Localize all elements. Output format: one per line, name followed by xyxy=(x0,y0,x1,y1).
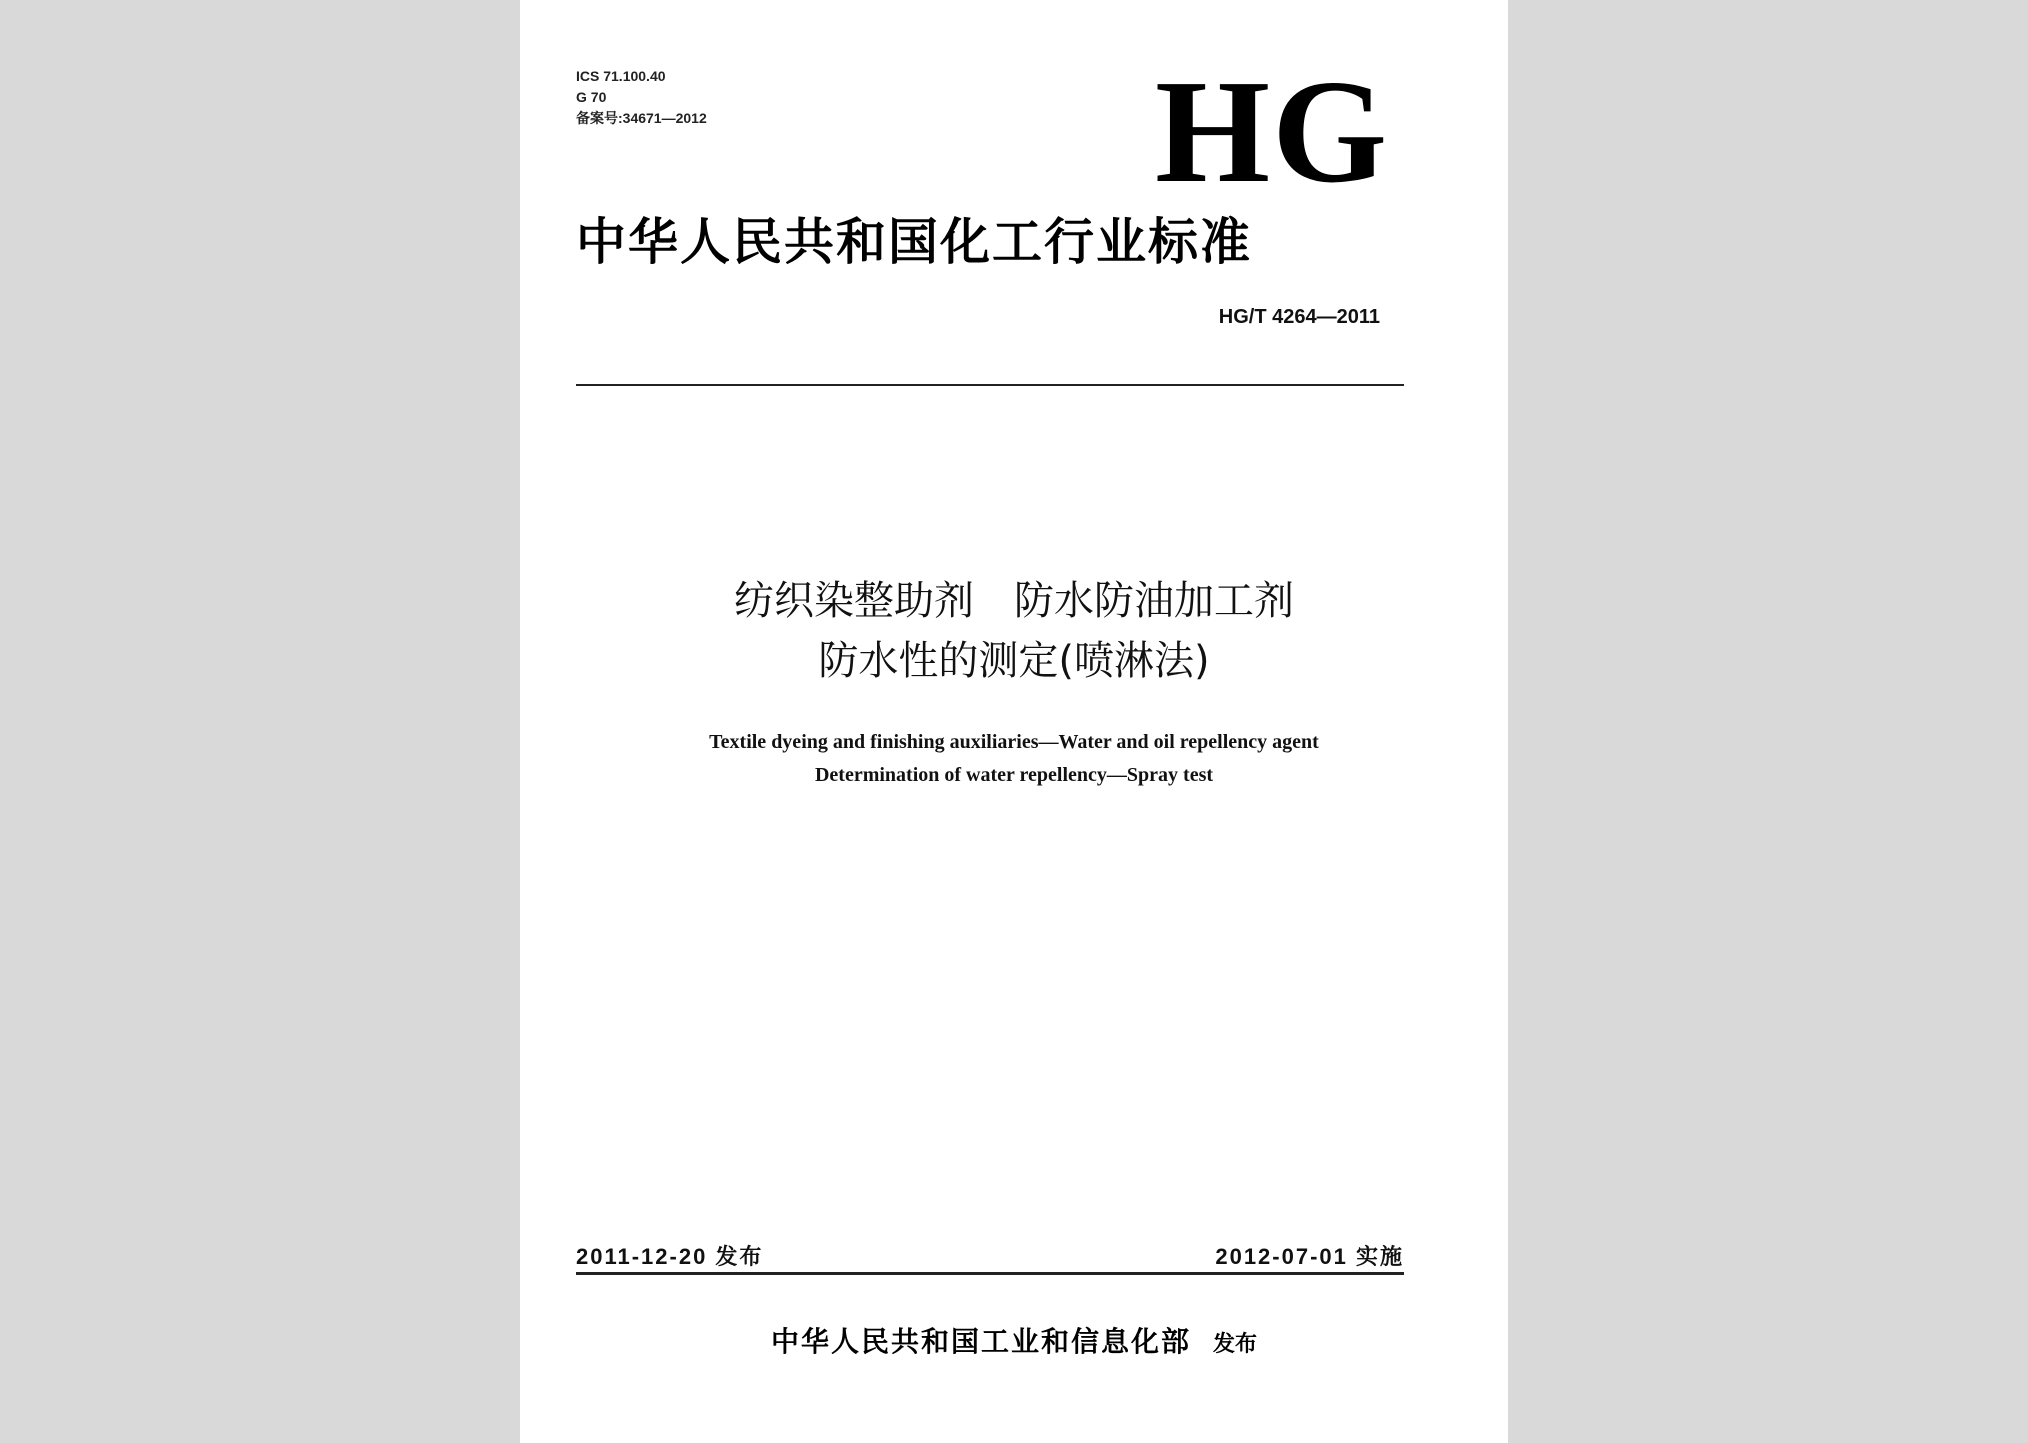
top-divider xyxy=(576,384,1404,386)
standard-number: HG/T 4264—2011 xyxy=(1218,306,1380,328)
publisher-line xyxy=(520,1320,1508,1360)
ccs-code: G 70 xyxy=(576,89,607,105)
bottom-divider xyxy=(576,1272,1404,1275)
ics-code: ICS 71.100.40 xyxy=(576,68,666,84)
title-cn-line2: 防水性的测定(喷淋法) xyxy=(818,638,1210,684)
filing-number: 备案号:34671—2012 xyxy=(576,110,707,126)
classification-block xyxy=(576,66,707,129)
publisher-suffix: 发布 xyxy=(1213,1332,1258,1357)
document-page xyxy=(520,0,1508,1443)
hg-logo: HG xyxy=(1155,50,1390,214)
title-en-line2: Determination of water repellency—Spray test xyxy=(814,764,1214,786)
title-cn-line1: 纺织染整助剂 防水防油加工剂 xyxy=(734,578,1294,624)
title-en-line1: Textile dyeing and finishing auxiliaries—Water and oil repellency agent xyxy=(709,731,1319,753)
publisher-name: 中华人民共和国工业和信息化部 xyxy=(770,1325,1191,1358)
standard-category-title: 中华人民共和国化工行业标准 xyxy=(576,213,1252,271)
implementation-date: 2012-07-01 实施 xyxy=(1215,1244,1404,1269)
issue-date: 2011-12-20 发布 xyxy=(576,1244,764,1269)
